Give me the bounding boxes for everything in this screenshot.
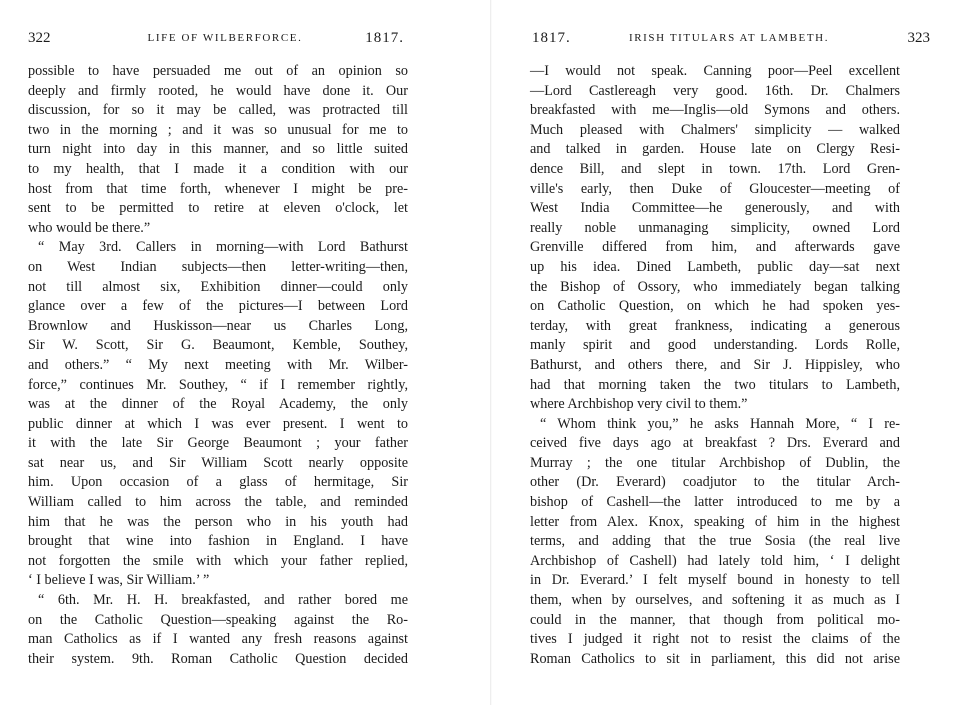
text-line: and talked in garden. House late on Clergy Resi-	[530, 141, 900, 158]
text-line: sat near us, and Sir William Scott nearly opposite	[28, 454, 408, 471]
right-page-body	[530, 62, 900, 669]
left-page-body	[28, 62, 408, 669]
header-year: 1817.	[365, 30, 404, 46]
text-line: Much pleased with Chalmers' simplicity — walked	[530, 121, 900, 138]
right-page	[492, 0, 980, 705]
text-line: where Archbishop very civil to them.”	[530, 396, 748, 413]
text-line: —Lord Castlereagh very good. 16th. Dr. Chalmers	[530, 82, 900, 99]
text-line: William called to him across the table, and reminded	[28, 494, 408, 511]
left-page-header	[28, 28, 422, 48]
text-line: Bathurst, and others there, and Sir J. Hippisley, who	[530, 356, 900, 373]
header-year: 1817.	[532, 30, 571, 46]
right-page-header	[532, 28, 930, 48]
text-line: discussion, for so it may be called, was protracted till	[28, 102, 408, 119]
text-line: Sir W. Scott, Sir G. Beaumont, Kemble, Southey,	[28, 337, 408, 354]
text-line: force,” continues Mr. Southey, “ if I remember rightly,	[28, 376, 408, 393]
page-number: 323	[907, 30, 930, 46]
text-line: the Bishop of Ossory, who immediately began talking	[530, 278, 900, 295]
text-line: Archbishop of Cashell) had lately told him, ‘ I delight	[530, 552, 900, 569]
text-line: tives I judged it right not to resist the claims of the	[530, 631, 900, 648]
text-line: Brownlow and Huskisson—near us Charles Long,	[28, 317, 408, 334]
text-line: up his idea. Dined Lambeth, public day—sat next	[530, 258, 900, 275]
text-line: brought that wine into fashion in England. I have	[28, 533, 408, 550]
text-line: turn night into day in this manner, and so little suited	[28, 141, 408, 158]
text-line: host from that time forth, whenever I might be pre-	[28, 180, 408, 197]
running-title: IRISH TITULARS AT LAMBETH.	[628, 32, 830, 44]
text-line: dence Bill, and slept in town. 17th. Lord Gren-	[530, 160, 900, 177]
text-line: terms, and adding that the true Sosia (the real live	[530, 533, 900, 550]
text-line: could in the manner, that though from political mo-	[530, 611, 900, 628]
text-line: possible to have persuaded me out of an opinion so	[28, 63, 408, 79]
text-line: it with the late Sir George Beaumont ; your father	[28, 435, 408, 452]
text-line: public dinner at which I was ever present. I went to	[28, 415, 408, 432]
text-line: bishop of Cashell—the latter introduced to me by a	[530, 494, 900, 511]
text-line: in Dr. Everard.’ I felt myself bound in honesty to tell	[530, 572, 900, 589]
text-line: other (Dr. Everard) coadjutor to the titular Arch-	[530, 474, 900, 491]
text-line: their system. 9th. Roman Catholic Question decided	[28, 650, 408, 667]
running-title: LIFE OF WILBERFORCE.	[147, 32, 303, 44]
text-line: ceived five days ago at breakfast ? Drs. Everard and	[530, 435, 900, 452]
text-line: breakfasted with me—Inglis—old Symons and others.	[530, 102, 900, 119]
text-line: manly spirit and good understanding. Lords Rolle,	[530, 337, 900, 354]
text-line: Roman Catholics to sit in parliament, this did not arise	[530, 650, 900, 667]
text-line: Murray ; the one titular Archbishop of Dublin, the	[530, 454, 900, 471]
text-line: not forgotten the smile with which your father replied,	[28, 552, 408, 569]
text-line: “ May 3rd. Callers in morning—with Lord Bathurst	[38, 239, 408, 256]
text-line: on the Catholic Question—speaking against the Ro-	[28, 611, 408, 628]
text-line: was at the dinner of the Royal Academy, the only	[28, 396, 408, 413]
text-line: man Catholics as if I wanted any fresh reasons against	[28, 631, 408, 648]
text-line: Grenville differed from him, and afterwards gave	[530, 239, 900, 256]
text-line: West India Committee—he generously, and with	[530, 200, 900, 217]
text-line: ‘ I believe I was, Sir William.’ ”	[28, 572, 210, 589]
text-line: and others.” “ My next meeting with Mr. Wilber-	[28, 356, 408, 373]
text-line: ville's early, then Duke of Gloucester—meeting of	[530, 180, 900, 197]
text-line: on Catholic Question, on which he had spoken yes-	[530, 298, 900, 315]
text-line: to my health, that I made it a condition with our	[28, 160, 408, 177]
text-line: him. Upon occasion of a glass of hermitage, Sir	[28, 474, 408, 491]
text-line: had that morning taken the two titulars to Lambeth,	[530, 376, 900, 393]
text-line: sent to be permitted to retire at eleven o'clock, let	[28, 200, 408, 217]
page-number: 322	[28, 30, 51, 46]
text-line: him that he was the person who in his youth had	[28, 513, 408, 530]
text-line: —I would not speak. Canning poor—Peel excellent	[530, 63, 900, 79]
text-line: “ 6th. Mr. H. H. breakfasted, and rather bored me	[38, 592, 408, 609]
text-line: on West Indian subjects—then letter-writing—then,	[28, 258, 408, 275]
text-line: letter from Alex. Knox, speaking of him in the highest	[530, 513, 900, 530]
text-line: terday, with great frankness, indicating a generous	[530, 317, 900, 334]
text-line: them, when by ourselves, and softening it as much as I	[530, 592, 900, 609]
text-line: who would be there.”	[28, 219, 151, 236]
text-line: really noble unmanaging simplicity, owned Lord	[530, 219, 900, 236]
text-line: deeply and firmly rooted, he would have done it. Our	[28, 82, 408, 99]
text-line: two in the morning ; and it was so unusual for me to	[28, 121, 408, 138]
text-line: “ Whom think you,” he asks Hannah More, “ I re-	[540, 415, 900, 432]
text-line: glance over a few of the pictures—I between Lord	[28, 298, 408, 315]
text-line: not till almost six, Exhibition dinner—could only	[28, 278, 408, 295]
